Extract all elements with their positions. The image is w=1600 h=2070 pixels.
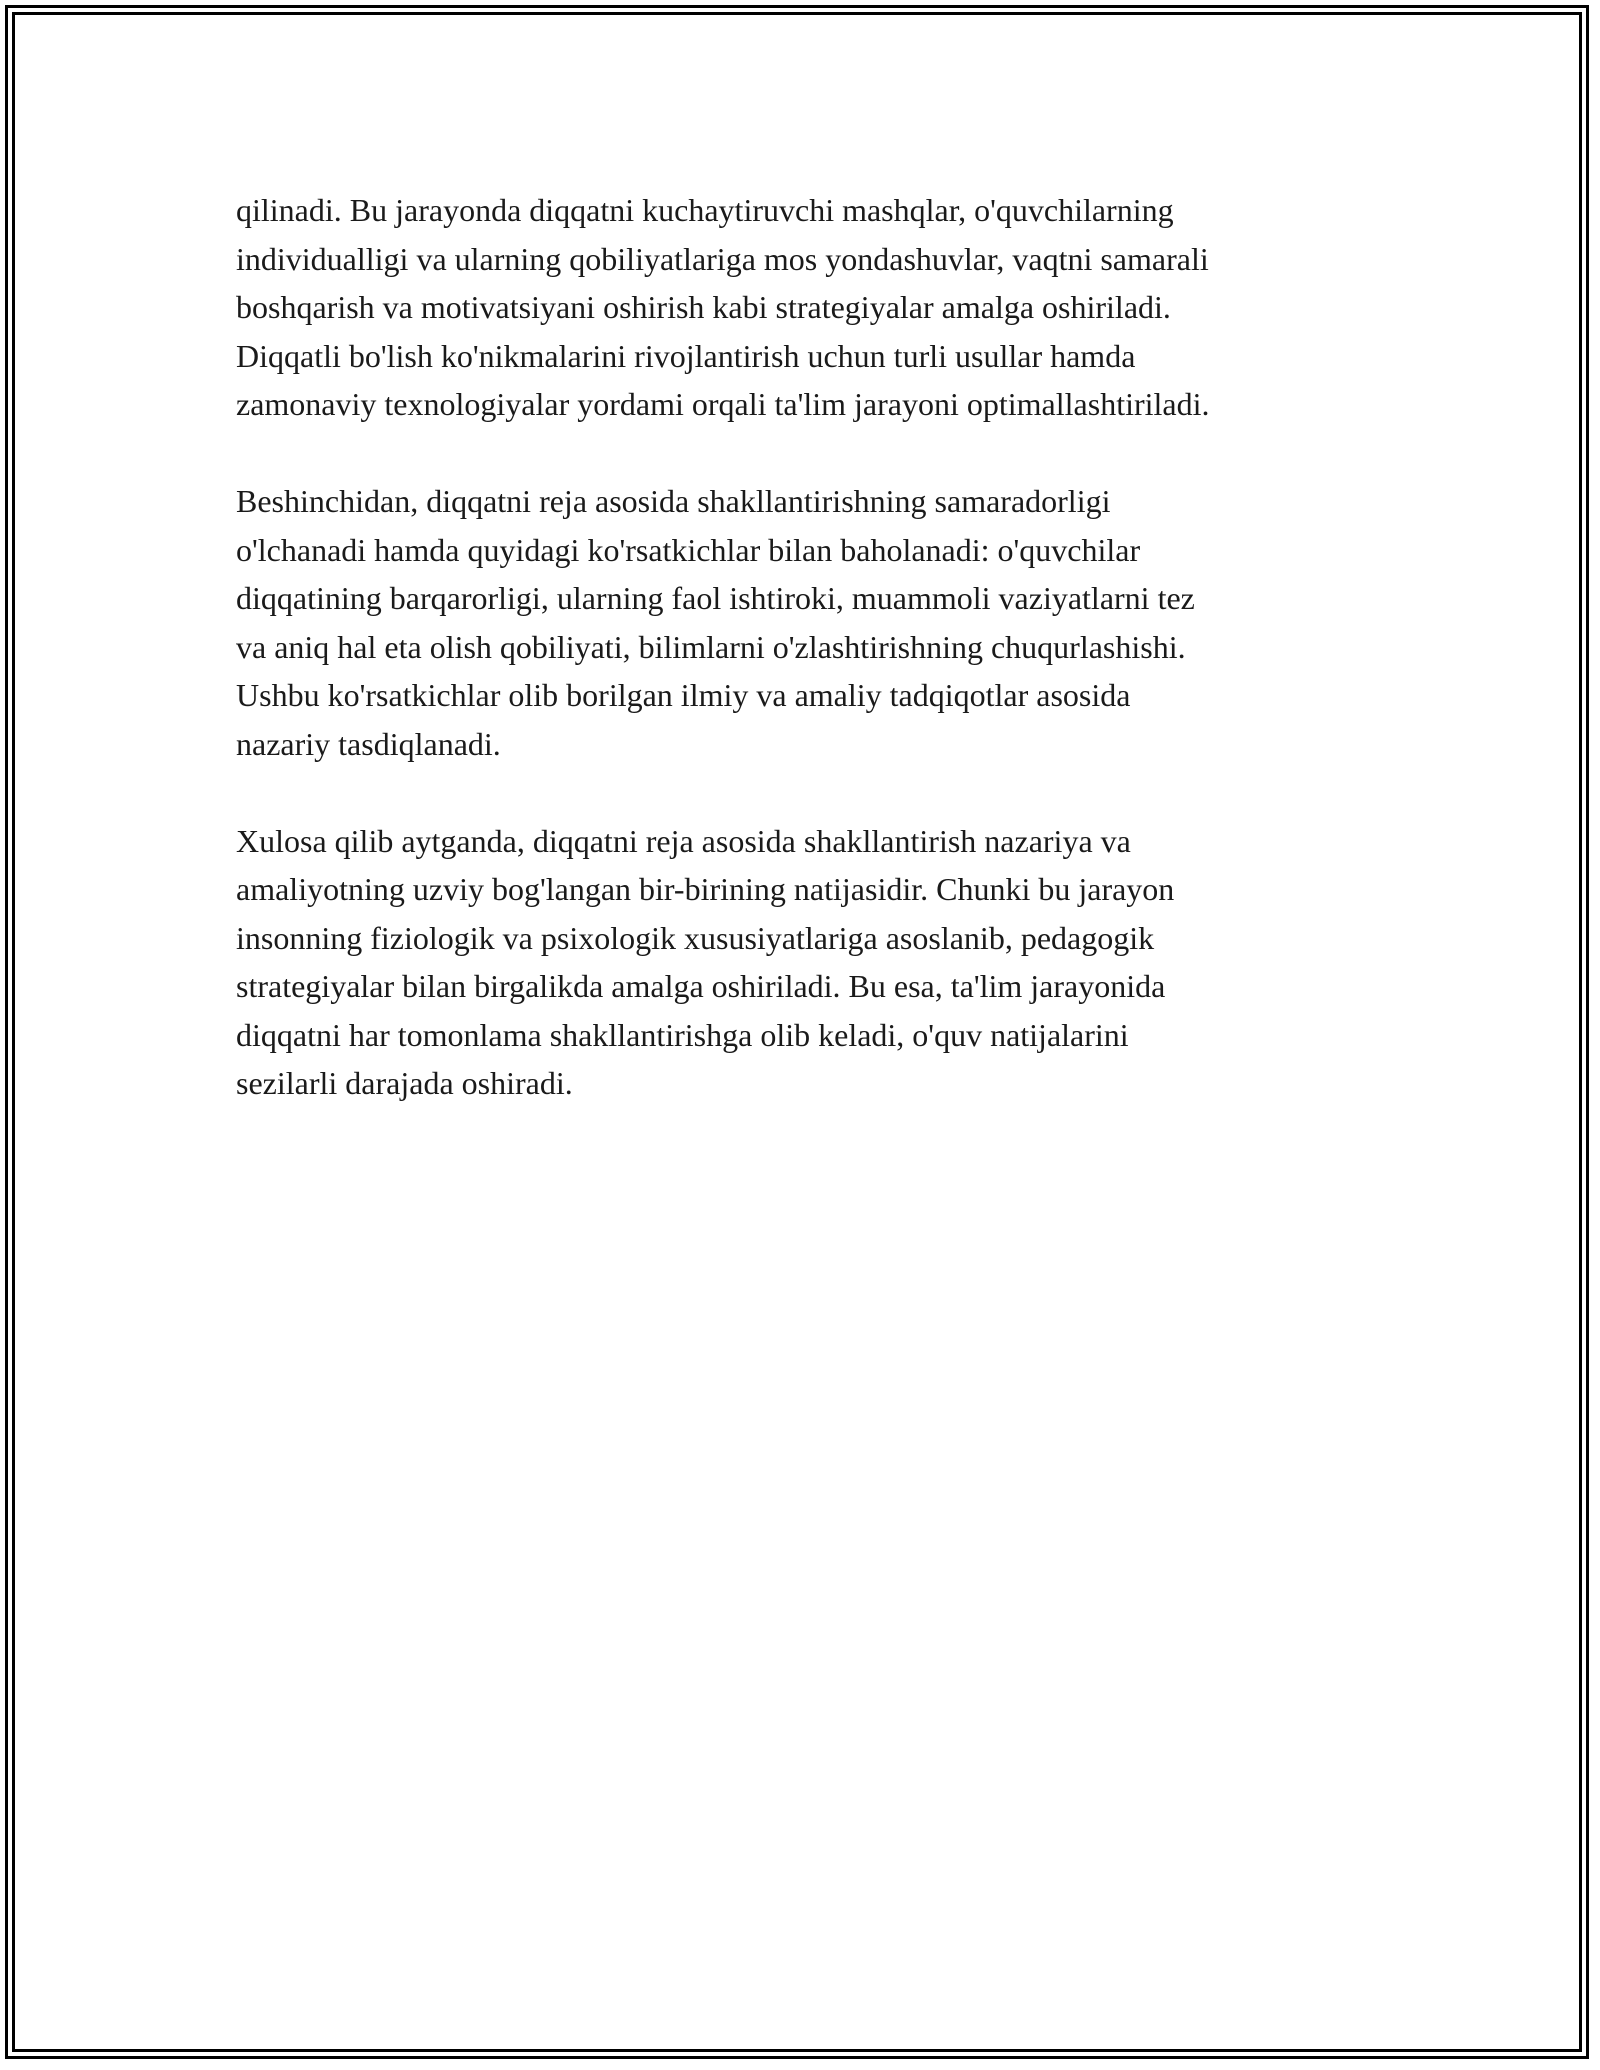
text-line: Diqqatli bo'lish ko'nikmalarini rivojlantirish uchun turli usullar hamda (236, 337, 1136, 374)
text-line: Beshinchidan, diqqatni reja asosida shakllantirishning samaradorligi (236, 483, 1111, 519)
text-line: strategiyalar bilan birgalikda amalga oshiriladi. Bu esa, ta'lim jarayonida (236, 968, 1166, 1004)
text-line: insonning fiziologik va psixologik xususiyatlariga asoslanib, pedagogik (236, 919, 1155, 956)
text-line: nazariy tasdiqlanadi. (236, 725, 501, 762)
text-line: boshqarish va motivatsiyani oshirish kabi strategiyalar amalga oshiriladi. (236, 289, 1171, 325)
text-line: o'lchanadi hamda quyidagi ko'rsatkichlar bilan baholanadi: o'quvchilar (236, 531, 1141, 568)
text-line: individualligi va ularning qobiliyatlariga mos yondashuvlar, vaqtni samarali (236, 240, 1209, 277)
text-line: Xulosa qilib aytganda, diqqatni reja asosida shakllantirish nazariya va (236, 822, 1131, 859)
paragraph-1 (236, 186, 1366, 429)
text-line: zamonaviy texnologiyalar yordami orqali ta'lim jarayoni optimallashtiriladi. (236, 386, 1210, 422)
text-line: diqqatining barqarorligi, ularning faol ishtiroki, muammoli vaziyatlarni tez (236, 580, 1195, 616)
text-line: sezilarli darajada oshiradi. (236, 1065, 573, 1101)
text-line: va aniq hal eta olish qobiliyati, bilimlarni o'zlashtirishning chuqurlashishi. (236, 628, 1186, 665)
paragraph-3 (236, 817, 1366, 1108)
text-line: diqqatni har tomonlama shakllantirishga olib keladi, o'quv natijalarini (236, 1016, 1129, 1053)
text-line: amaliyotning uzviy bog'langan bir-birining natijasidir. Chunki bu jarayon (236, 871, 1175, 907)
document-body (236, 186, 1366, 1156)
text-line: qilinadi. Bu jarayonda diqqatni kuchaytiruvchi mashqlar, o'quvchilarning (236, 192, 1174, 228)
text-line: Ushbu ko'rsatkichlar olib borilgan ilmiy va amaliy tadqiqotlar asosida (236, 677, 1131, 713)
paragraph-2 (236, 477, 1366, 768)
